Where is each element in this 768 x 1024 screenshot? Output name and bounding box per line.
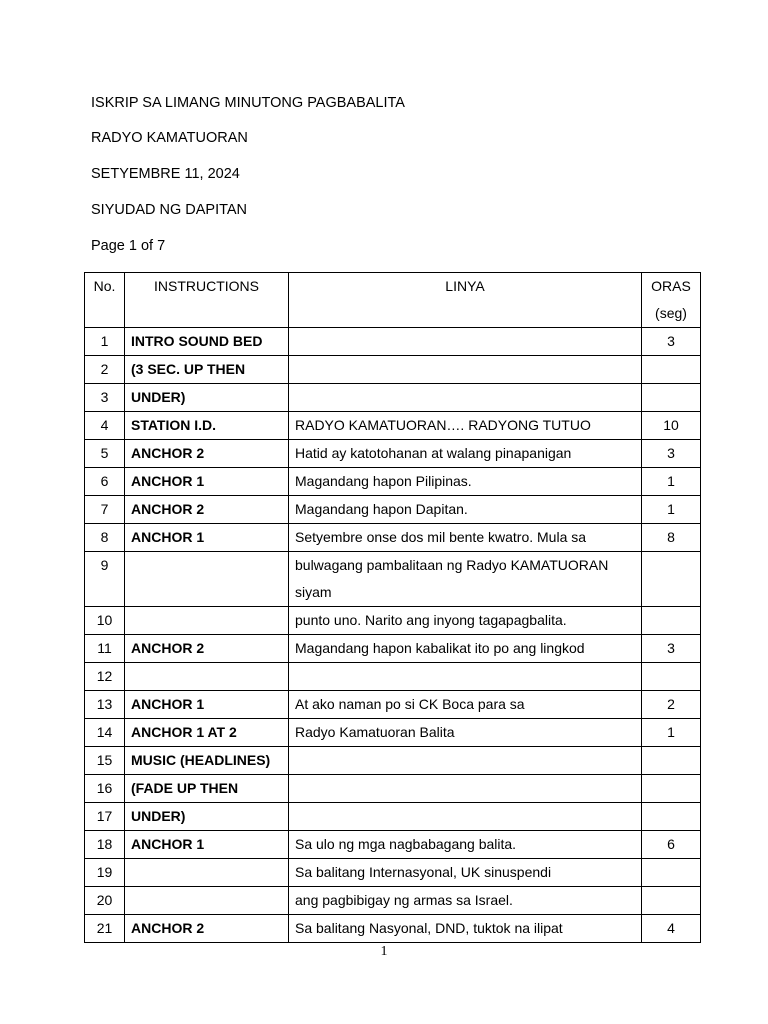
instruction-cell: ANCHOR 2	[125, 440, 289, 468]
instruction-cell: ANCHOR 1	[125, 691, 289, 719]
time-cell	[642, 803, 701, 831]
column-header-line: LINYA	[289, 273, 642, 328]
page-label: Page 1 of 7	[91, 238, 166, 254]
line-cell: At ako naman po si CK Boca para sa	[289, 691, 642, 719]
row-number-cell: 5	[85, 440, 125, 468]
row-number-cell: 19	[85, 859, 125, 887]
line-cell: Setyembre onse dos mil bente kwatro. Mula sa	[289, 524, 642, 552]
time-cell: 1	[642, 719, 701, 747]
time-cell: 3	[642, 440, 701, 468]
instruction-cell: ANCHOR 1	[125, 524, 289, 552]
table-row	[85, 859, 701, 887]
time-cell: 3	[642, 635, 701, 663]
line-cell	[289, 663, 642, 691]
line-cell: Sa balitang Nasyonal, DND, tuktok na ilipat	[289, 915, 642, 943]
time-cell: 6	[642, 831, 701, 859]
instruction-cell: ANCHOR 1 AT 2	[125, 719, 289, 747]
instruction-cell: UNDER)	[125, 384, 289, 412]
time-cell	[642, 356, 701, 384]
instruction-cell: (FADE UP THEN	[125, 775, 289, 803]
row-number-cell: 14	[85, 719, 125, 747]
line-cell	[289, 328, 642, 356]
table-row	[85, 384, 701, 412]
time-cell	[642, 887, 701, 915]
row-number-cell: 17	[85, 803, 125, 831]
time-cell	[642, 859, 701, 887]
time-cell	[642, 384, 701, 412]
time-cell: 1	[642, 496, 701, 524]
city-name: SIYUDAD NG DAPITAN	[91, 202, 248, 218]
time-cell: 3	[642, 328, 701, 356]
time-cell	[642, 775, 701, 803]
table-row	[85, 719, 701, 747]
table-row	[85, 524, 701, 552]
time-cell: 10	[642, 412, 701, 440]
line-cell: Sa ulo ng mga nagbabagang balita.	[289, 831, 642, 859]
time-cell: 4	[642, 915, 701, 943]
table-header-row	[85, 273, 701, 328]
table-row	[85, 468, 701, 496]
table-row	[85, 915, 701, 943]
line-cell: Hatid ay katotohanan at walang pinapanigan	[289, 440, 642, 468]
table-row	[85, 663, 701, 691]
line-cell: Magandang hapon Pilipinas.	[289, 468, 642, 496]
time-cell	[642, 552, 701, 607]
row-number-cell: 7	[85, 496, 125, 524]
line-cell: ang pagbibigay ng armas sa Israel.	[289, 887, 642, 915]
row-number-cell: 4	[85, 412, 125, 440]
table-row	[85, 328, 701, 356]
row-number-cell: 2	[85, 356, 125, 384]
table-row	[85, 552, 701, 607]
table-row	[85, 803, 701, 831]
instruction-cell: MUSIC (HEADLINES)	[125, 747, 289, 775]
instruction-cell: (3 SEC. UP THEN	[125, 356, 289, 384]
time-cell: 2	[642, 691, 701, 719]
line-cell: Magandang hapon Dapitan.	[289, 496, 642, 524]
instruction-cell: ANCHOR 2	[125, 635, 289, 663]
line-cell: bulwagang pambalitaan ng Radyo KAMATUORAN siyam	[289, 552, 642, 607]
row-number-cell: 21	[85, 915, 125, 943]
line-cell	[289, 356, 642, 384]
instruction-cell	[125, 887, 289, 915]
row-number-cell: 8	[85, 524, 125, 552]
time-cell: 1	[642, 468, 701, 496]
column-header-time	[642, 273, 701, 328]
row-number-cell: 10	[85, 607, 125, 635]
time-cell	[642, 607, 701, 635]
instruction-cell	[125, 607, 289, 635]
time-cell	[642, 747, 701, 775]
row-number-cell: 18	[85, 831, 125, 859]
table-row	[85, 607, 701, 635]
instruction-cell	[125, 859, 289, 887]
row-number-cell: 11	[85, 635, 125, 663]
table-row	[85, 496, 701, 524]
line-cell: Radyo Kamatuoran Balita	[289, 719, 642, 747]
table-row	[85, 887, 701, 915]
line-cell: punto uno. Narito ang inyong tagapagbalita.	[289, 607, 642, 635]
table-row	[85, 635, 701, 663]
line-cell: Magandang hapon kabalikat ito po ang lingkod	[289, 635, 642, 663]
instruction-cell: INTRO SOUND BED	[125, 328, 289, 356]
table-row	[85, 691, 701, 719]
column-header-no: No.	[85, 273, 125, 328]
time-cell: 8	[642, 524, 701, 552]
page-number: 1	[380, 944, 388, 959]
table-row	[85, 747, 701, 775]
row-number-cell: 9	[85, 552, 125, 607]
column-header-instructions: INSTRUCTIONS	[125, 273, 289, 328]
table-row	[85, 412, 701, 440]
table-row	[85, 775, 701, 803]
instruction-cell	[125, 552, 289, 607]
instruction-cell: ANCHOR 1	[125, 831, 289, 859]
instruction-cell	[125, 663, 289, 691]
line-cell: RADYO KAMATUORAN…. RADYONG TUTUO	[289, 412, 642, 440]
row-number-cell: 20	[85, 887, 125, 915]
row-number-cell: 6	[85, 468, 125, 496]
table-row	[85, 440, 701, 468]
row-number-cell: 12	[85, 663, 125, 691]
instruction-cell: ANCHOR 2	[125, 496, 289, 524]
script-table	[84, 272, 701, 943]
column-header-time-label: ORAS	[651, 278, 691, 294]
station-name: RADYO KAMATUORAN	[91, 130, 248, 146]
script-date: SETYEMBRE 11, 2024	[91, 166, 240, 182]
script-title: ISKRIP SA LIMANG MINUTONG PAGBABALITA	[91, 95, 405, 111]
instruction-cell: ANCHOR 2	[125, 915, 289, 943]
row-number-cell: 13	[85, 691, 125, 719]
column-header-time-unit: (seg)	[655, 305, 687, 321]
line-cell	[289, 775, 642, 803]
row-number-cell: 1	[85, 328, 125, 356]
line-cell	[289, 803, 642, 831]
instruction-cell: STATION I.D.	[125, 412, 289, 440]
row-number-cell: 15	[85, 747, 125, 775]
line-cell	[289, 747, 642, 775]
line-cell	[289, 384, 642, 412]
table-row	[85, 831, 701, 859]
table-row	[85, 356, 701, 384]
time-cell	[642, 663, 701, 691]
row-number-cell: 16	[85, 775, 125, 803]
line-cell: Sa balitang Internasyonal, UK sinuspendi	[289, 859, 642, 887]
instruction-cell: ANCHOR 1	[125, 468, 289, 496]
row-number-cell: 3	[85, 384, 125, 412]
instruction-cell: UNDER)	[125, 803, 289, 831]
